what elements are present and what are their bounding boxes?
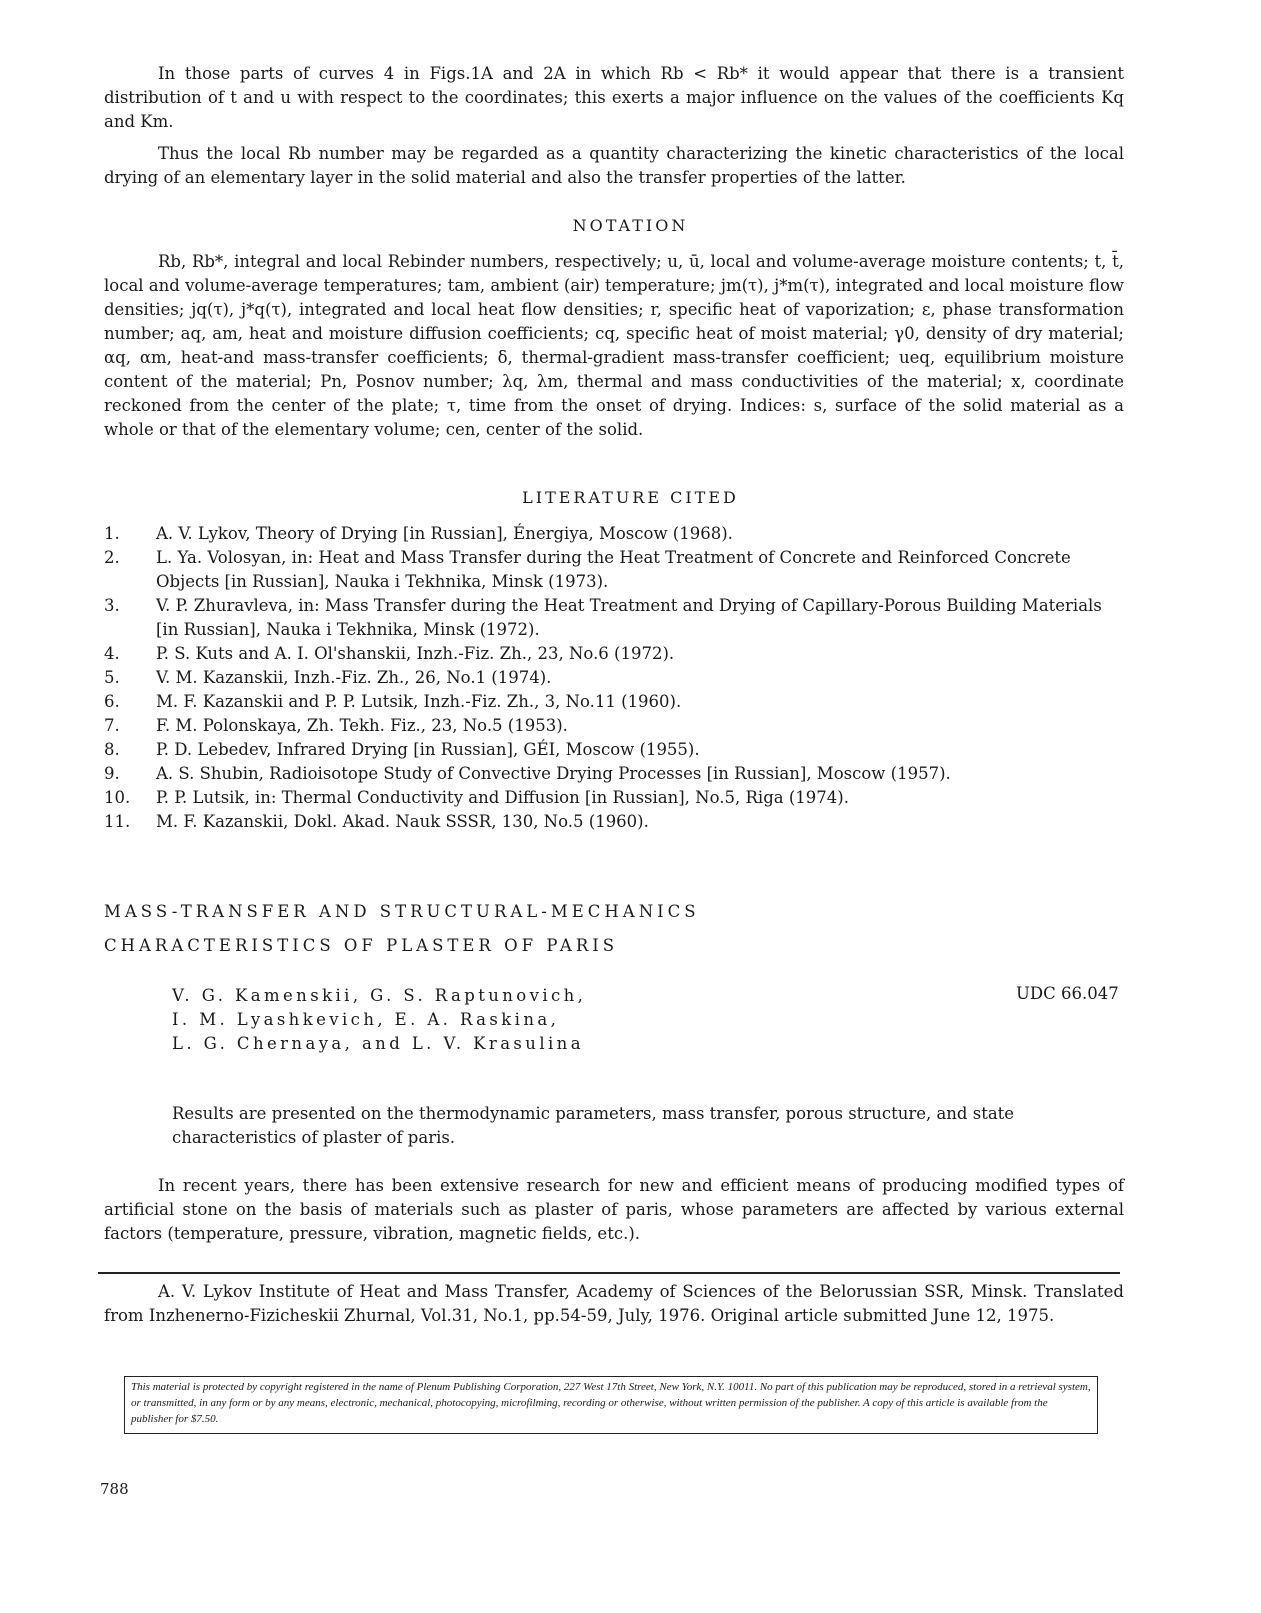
reference-item — [104, 810, 1124, 834]
reference-item — [104, 690, 1124, 714]
reference-number: 2. — [104, 548, 120, 567]
reference-item — [104, 594, 1124, 642]
intro-paragraph-1: In those parts of curves 4 in Figs.1A and 2A in which Rb < Rb* it would appear that there is a transient distribution of t and u with respect to the coordinates; this exerts a major influence on the values of the coefficients Kq and Km. — [104, 64, 1124, 131]
copyright-notice: This material is protected by copyright registered in the name of Plenum Publishing Corporation, 227 West 17th Street, New York, N.Y. 10011. No part of this publication may be reproduced, stored in a retrieval system, or transmitted, in any form or by any means, electronic, mechanical, photocopying, microfilming, recording or otherwise, without written permission of the publisher. A copy of this article is available from the publisher for $7.50. — [124, 1376, 1098, 1434]
abstract: Results are presented on the thermodynamic parameters, mass transfer, porous structure, and state characteristics of plaster of paris. — [172, 1104, 1015, 1147]
reference-number: 6. — [104, 692, 120, 711]
reference-item — [104, 522, 1124, 546]
reference-text: A. V. Lykov, Theory of Drying [in Russian], Énergiya, Moscow (1968). — [156, 524, 733, 543]
udc-code: UDC 66.047 — [1016, 984, 1119, 1003]
reference-item — [104, 642, 1124, 666]
article-body-paragraph: In recent years, there has been extensive research for new and efficient means of producing modified types of artificial stone on the basis of materials such as plaster of paris, whose parameters are affected by various external factors (temperature, pressure, vibration, magnetic fields, etc.). — [104, 1176, 1124, 1243]
reference-text: P. D. Lebedev, Infrared Drying [in Russian], GÉI, Moscow (1955). — [156, 740, 700, 759]
reference-number: 5. — [104, 668, 120, 687]
reference-text: F. M. Polonskaya, Zh. Tekh. Fiz., 23, No.5 (1953). — [156, 716, 568, 735]
reference-item — [104, 762, 1124, 786]
reference-text: V. M. Kazanskii, Inzh.-Fiz. Zh., 26, No.1 (1974). — [156, 668, 552, 687]
affiliation-footnote: A. V. Lykov Institute of Heat and Mass Transfer, Academy of Sciences of the Belorussian SSR, Minsk. Translated from Inzhenerno-Fizicheskii Zhurnal, Vol.31, No.1, pp.54-59, July, 1976. Original article submitted June 12, 1975. — [104, 1282, 1124, 1325]
reference-number: 8. — [104, 740, 120, 759]
reference-text: P. S. Kuts and A. I. Ol'shanskii, Inzh.-Fiz. Zh., 23, No.6 (1972). — [156, 644, 675, 663]
reference-text: M. F. Kazanskii and P. P. Lutsik, Inzh.-Fiz. Zh., 3, No.11 (1960). — [156, 692, 682, 711]
author-list — [172, 984, 586, 1056]
reference-number: 10. — [104, 788, 131, 807]
reference-item — [104, 738, 1124, 762]
reference-text: A. S. Shubin, Radioisotope Study of Convective Drying Processes [in Russian], Moscow (1957). — [156, 764, 951, 783]
reference-text: V. P. Zhuravleva, in: Mass Transfer during the Heat Treatment and Drying of Capillary-Porous Building Materials [in Russian], Nauka i Tekhnika, Minsk (1972). — [156, 596, 1102, 639]
author-line-3: L. G. Chernaya, and L. V. Krasulina — [172, 1034, 584, 1053]
reference-number: 1. — [104, 524, 120, 543]
notation-text: Rb, Rb*, integral and local Rebinder numbers, respectively; u, ū, local and volume-average moisture contents; t, t̄, local and volume-average temperatures; tam, ambient (air) temperature; jm(τ), j*m(τ), integrated and local moisture flow densities; jq(τ), j*q(τ), integrated and local heat flow densities; r, specific heat of vaporization; ε, phase transformation number; aq, am, heat and moisture diffusion coefficients; cq, specific heat of moist material; γ0, density of dry material; αq, αm, heat-and mass-transfer coefficients; δ, thermal-gradient mass-transfer coefficient; ueq, equilibrium moisture content of the material; Pn, Posnov number; λq, λm, thermal and mass conductivities of the material; x, coordinate reckoned from the center of the plate; τ, time from the onset of drying. Indices: s, surface of the solid material as a whole or that of the elementary volume; cen, center of the solid. — [104, 252, 1125, 439]
reference-text: L. Ya. Volosyan, in: Heat and Mass Transfer during the Heat Treatment of Concrete and Reinforced Concrete Objects [in Russian], Nauka i Tekhnika, Minsk (1973). — [156, 548, 1071, 591]
reference-item — [104, 714, 1124, 738]
author-line-2: I. M. Lyashkevich, E. A. Raskina, — [172, 1010, 560, 1029]
intro-section — [104, 62, 1124, 190]
author-line-1: V. G. Kamenskii, G. S. Raptunovich, — [172, 986, 587, 1005]
reference-item — [104, 666, 1124, 690]
reference-item — [104, 546, 1124, 594]
literature-heading: LITERATURE CITED — [522, 488, 739, 507]
article-title-line-1: MASS-TRANSFER AND STRUCTURAL-MECHANICS — [104, 902, 700, 921]
page-number: 788 — [100, 1480, 129, 1498]
notation-heading: NOTATION — [572, 216, 689, 235]
reference-text: M. F. Kazanskii, Dokl. Akad. Nauk SSSR, 130, No.5 (1960). — [156, 812, 649, 831]
footnote-divider — [98, 1272, 1120, 1274]
reference-number: 9. — [104, 764, 120, 783]
reference-text: P. P. Lutsik, in: Thermal Conductivity and Diffusion [in Russian], No.5, Riga (1974). — [156, 788, 849, 807]
article-title-line-2: CHARACTERISTICS OF PLASTER OF PARIS — [104, 936, 619, 955]
intro-paragraph-2: Thus the local Rb number may be regarded as a quantity characterizing the kinetic characteristics of the local drying of an elementary layer in the solid material and also the transfer properties of the latter. — [104, 144, 1124, 187]
reference-number: 7. — [104, 716, 120, 735]
notation-section — [104, 250, 1124, 442]
reference-number: 11. — [104, 812, 131, 831]
article-body — [104, 1174, 1124, 1246]
reference-number: 4. — [104, 644, 120, 663]
reference-number: 3. — [104, 596, 120, 615]
reference-item — [104, 786, 1124, 810]
reference-list — [104, 522, 1124, 834]
